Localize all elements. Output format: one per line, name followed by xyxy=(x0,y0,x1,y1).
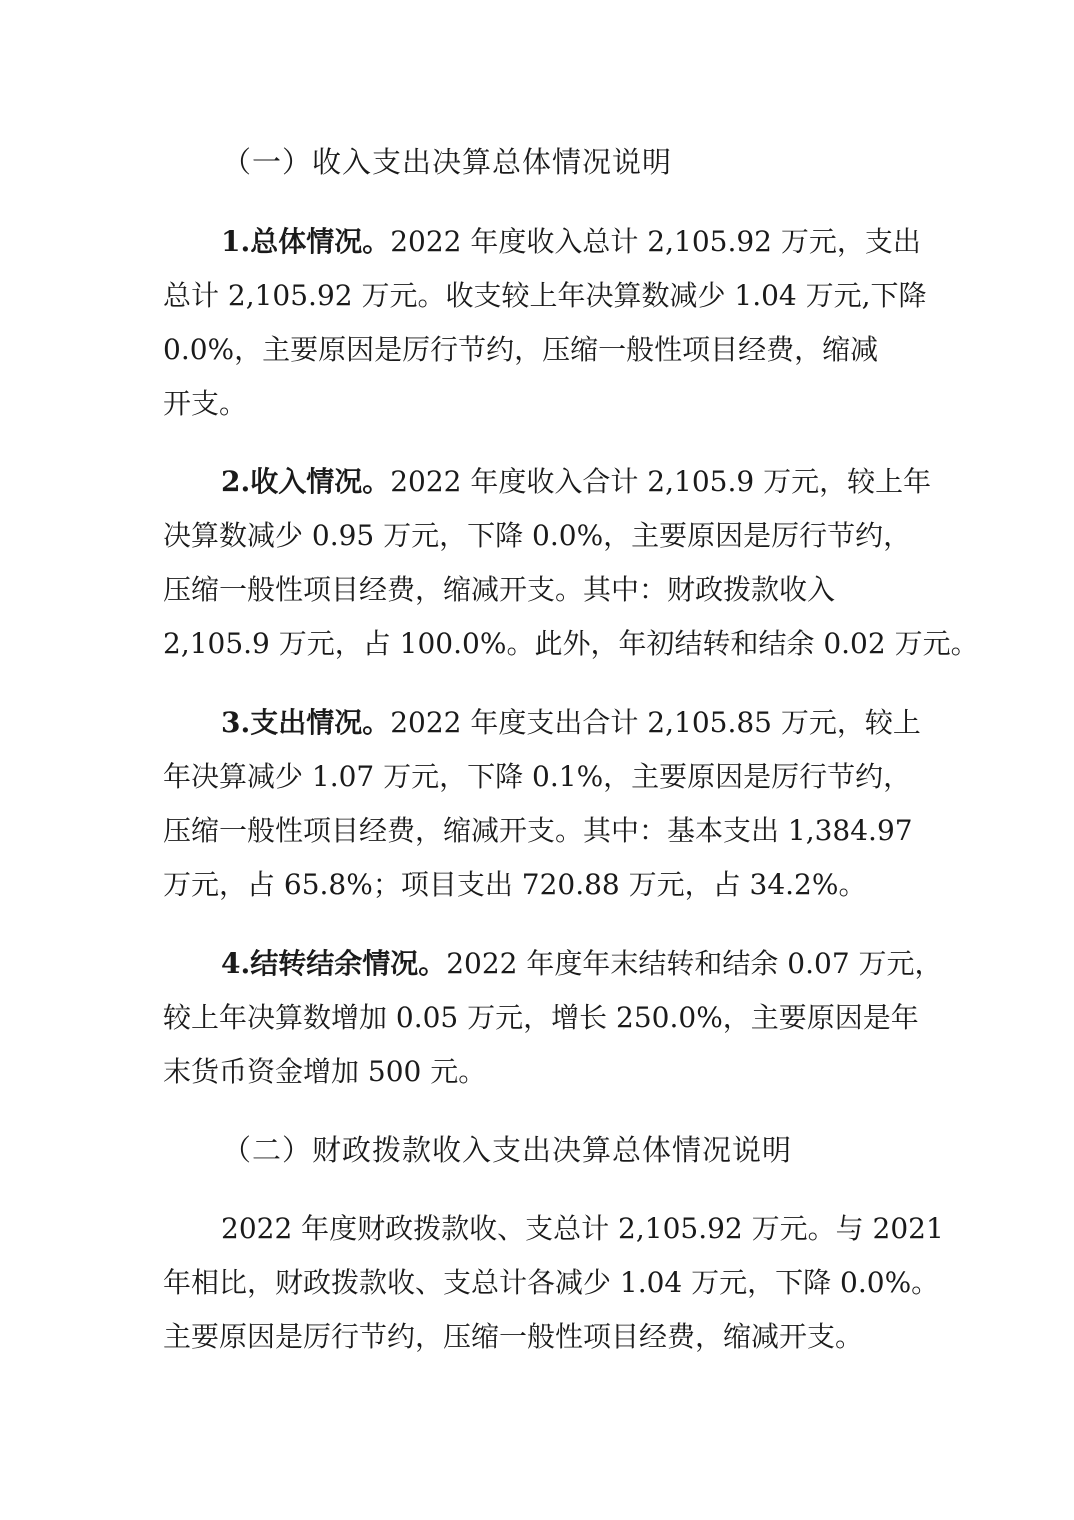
paragraph-line: 主要原因是厉行节约，压缩一般性项目经费，缩减开支。 xyxy=(163,1320,864,1353)
paragraph-line: 末货币资金增加 500 元。 xyxy=(163,1055,487,1088)
paragraph-lead: 4.结转结余情况。 xyxy=(221,947,447,980)
paragraph-lead: 3.支出情况。 xyxy=(221,706,391,739)
paragraph-line xyxy=(163,215,923,269)
paragraph-income xyxy=(163,455,979,671)
paragraph-lead: 1.总体情况。 xyxy=(221,225,391,258)
paragraph-expenditure xyxy=(163,696,923,912)
paragraph-carryover xyxy=(163,937,943,1099)
paragraph-line: 年相比，财政拨款收、支总计各减少 1.04 万元，下降 0.0%。 xyxy=(163,1266,940,1299)
paragraph-line: 总计 2,105.92 万元。收支较上年决算数减少 1.04 万元,下降 xyxy=(163,279,927,312)
section1-heading: （一）收入支出决算总体情况说明 xyxy=(222,145,673,179)
paragraph-line: 压缩一般性项目经费，缩减开支。其中：财政拨款收入 xyxy=(163,573,836,606)
paragraph-line: 决算数减少 0.95 万元，下降 0.0%，主要原因是厉行节约， xyxy=(163,519,912,552)
paragraph-line: 开支。 xyxy=(163,387,248,420)
paragraph-text: 2022 年度收入合计 2,105.9 万元，较上年 xyxy=(390,465,932,498)
paragraph-fiscal-appropriation xyxy=(163,1202,944,1364)
paragraph-line: 2022 年度财政拨款收、支总计 2,105.92 万元。与 2021 xyxy=(221,1212,944,1245)
paragraph-text: 2022 年度年末结转和结余 0.07 万元， xyxy=(446,947,943,980)
paragraph-line: 2,105.9 万元，占 100.0%。此外，年初结转和结余 0.02 万元。 xyxy=(163,627,979,660)
paragraph-line xyxy=(163,937,943,991)
paragraph-overall xyxy=(163,215,927,431)
paragraph-line: 压缩一般性项目经费，缩减开支。其中：基本支出 1,384.97 xyxy=(163,814,913,847)
paragraph-line: 较上年决算数增加 0.05 万元，增长 250.0%，主要原因是年 xyxy=(163,1001,919,1034)
paragraph-lead: 2.收入情况。 xyxy=(221,465,391,498)
section2-heading: （二）财政拨款收入支出决算总体情况说明 xyxy=(222,1133,793,1167)
paragraph-line xyxy=(163,696,923,750)
paragraph-line: 万元，占 65.8%；项目支出 720.88 万元，占 34.2%。 xyxy=(163,868,867,901)
paragraph-text: 2022 年度支出合计 2,105.85 万元，较上 xyxy=(390,706,921,739)
paragraph-line: 年决算减少 1.07 万元，下降 0.1%，主要原因是厉行节约， xyxy=(163,760,912,793)
paragraph-text: 2022 年度收入总计 2,105.92 万元，支出 xyxy=(390,225,921,258)
paragraph-line: 0.0%，主要原因是厉行节约，压缩一般性项目经费，缩减 xyxy=(163,333,879,366)
paragraph-line xyxy=(163,455,932,509)
